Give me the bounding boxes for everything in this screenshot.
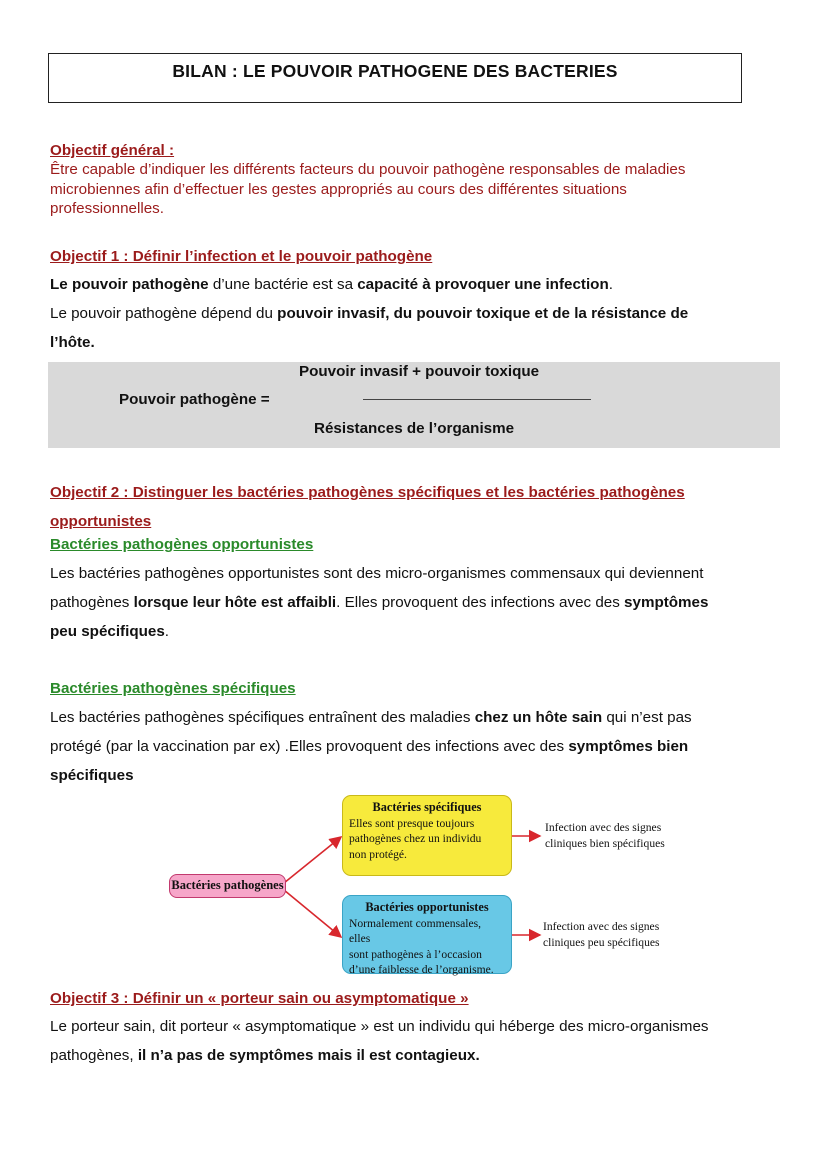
objectif-general-heading: Objectif général : (50, 142, 175, 159)
objectif1-text (50, 270, 790, 357)
specific-card-line: pathogènes chez un individu (349, 832, 482, 845)
opportunistes-subheading: Bactéries pathogènes opportunistes (50, 536, 314, 553)
formula-numerator: Pouvoir invasif + pouvoir toxique (299, 363, 540, 380)
formula-denominator: Résistances de l’organisme (314, 420, 515, 437)
opportunist-card (342, 895, 512, 974)
pathogen-diagram (166, 787, 686, 979)
objectif-general-line: Être capable d’indiquer les différents facteurs du pouvoir pathogène responsables de maladies (50, 161, 686, 178)
formula-fraction-line (363, 399, 591, 400)
objectif1-line: l’hôte. (50, 334, 95, 351)
objectif-general-line: professionnelles. (50, 200, 164, 217)
specifiques-line: Les bactéries pathogènes spécifiques entraînent des maladies chez un hôte sain qui n’est pas (50, 709, 692, 726)
root-node: Bactéries pathogènes (169, 874, 286, 898)
objectif3-heading: Objectif 3 : Définir un « porteur sain ou asymptomatique » (50, 990, 469, 1007)
objectif1-heading: Objectif 1 : Définir l’infection et le pouvoir pathogène (50, 248, 433, 265)
specifiques-subheading: Bactéries pathogènes spécifiques (50, 680, 296, 697)
specific-card-line: non protégé. (349, 847, 407, 861)
specifiques-line: spécifiques (50, 767, 134, 784)
opportunistes-text (50, 559, 790, 646)
objectif1-line: Le pouvoir pathogène d’une bactérie est sa capacité à provoquer une infection. (50, 276, 613, 293)
specific-card-line: Elles sont presque toujours (349, 816, 475, 830)
objectif3-text (50, 1012, 790, 1070)
objectif-general-line: microbiennes afin d’effectuer les gestes appropriés au cours des différentes situations (50, 180, 627, 198)
objectif3-line: pathogènes, il n’a pas de symptômes mais il est contagieux. (50, 1047, 480, 1064)
formula-left: Pouvoir pathogène = (119, 391, 270, 408)
opportunist-card-line: Normalement commensales, elles (349, 916, 481, 945)
objectif1-line: Le pouvoir pathogène dépend du pouvoir invasif, du pouvoir toxique et de la résistance de (50, 305, 689, 322)
objectif2-heading-line: opportunistes (50, 513, 152, 530)
specific-outcome-line: cliniques bien spécifiques (545, 836, 665, 850)
opportunist-outcome-line: cliniques peu spécifiques (543, 935, 660, 949)
opportunist-outcome (543, 919, 660, 950)
objectif2-heading (50, 478, 685, 536)
arrow-to-specific (284, 837, 341, 883)
opportunistes-line: Les bactéries pathogènes opportunistes sont des micro-organismes commensaux qui deviennent (50, 565, 704, 582)
opportunist-card-title: Bactéries opportunistes (365, 900, 489, 914)
specific-outcome (545, 820, 665, 851)
opportunist-card-line: d’une faiblesse de l’organisme. (349, 963, 494, 976)
opportunist-outcome-line: Infection avec des signes (543, 920, 660, 933)
specific-card-title: Bactéries spécifiques (372, 800, 482, 814)
specifiques-text (50, 703, 790, 790)
objectif3-line: Le porteur sain, dit porteur « asymptomatique » est un individu qui héberge des micro-organismes (50, 1018, 709, 1035)
arrow-to-opportunist (284, 890, 341, 937)
title-box (48, 53, 742, 103)
specific-card (342, 795, 512, 876)
specifiques-line: protégé (par la vaccination par ex) .Elles provoquent des infections avec des symptômes bien (50, 738, 689, 755)
opportunistes-line: pathogènes lorsque leur hôte est affaibli. Elles provoquent des infections avec des symptômes (50, 594, 709, 611)
page-title: BILAN : LE POUVOIR PATHOGENE DES BACTERIES (172, 61, 618, 81)
opportunist-card-line: sont pathogènes à l’occasion (349, 947, 482, 961)
specific-outcome-line: Infection avec des signes (545, 821, 662, 834)
objectif-general-text (50, 160, 685, 219)
formula-box (48, 362, 780, 448)
objectif2-heading-line: Objectif 2 : Distinguer les bactéries pathogènes spécifiques et les bactéries pathogènes (50, 484, 685, 501)
opportunistes-line: peu spécifiques. (50, 623, 170, 640)
